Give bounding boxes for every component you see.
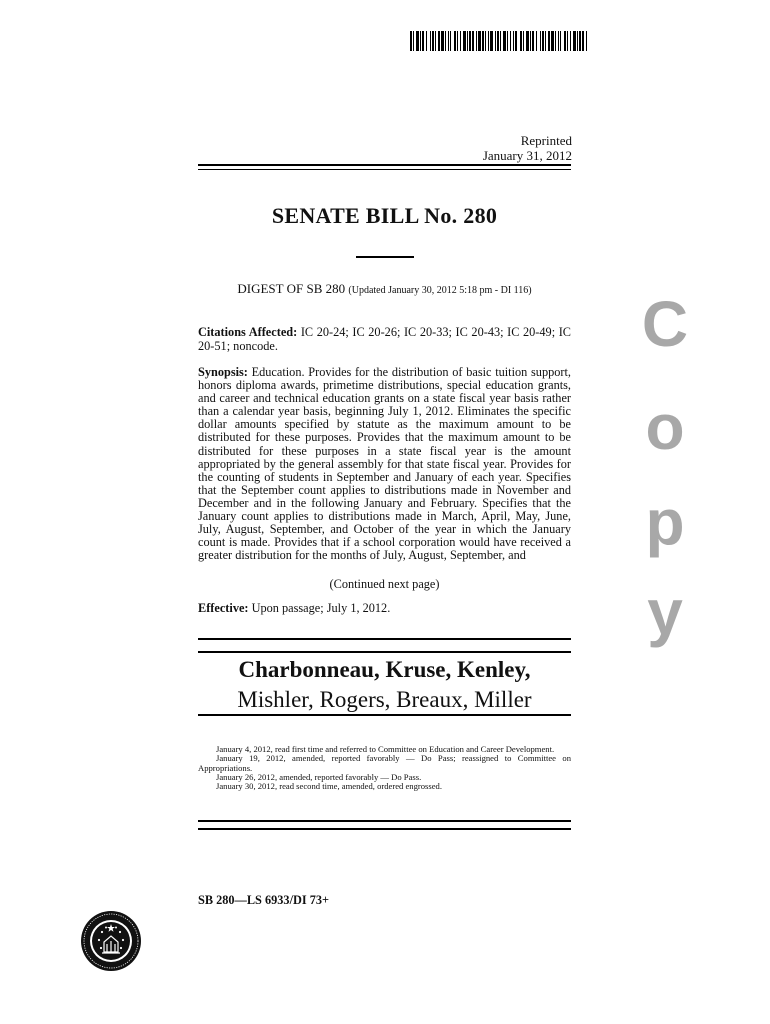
barcode-bar (426, 31, 427, 51)
barcode-bar (507, 31, 508, 51)
barcode-bar (438, 31, 440, 51)
barcode-bar (532, 31, 534, 51)
barcode-bar (432, 31, 434, 51)
barcode-bar (503, 31, 506, 51)
authors-secondary: Mishler, Rogers, Breaux, Miller (237, 687, 532, 712)
barcode-bar (515, 31, 517, 51)
barcode-bar (523, 31, 524, 51)
title-underline (356, 256, 414, 258)
citations-affected (198, 326, 571, 353)
copy-watermark-letter: o (645, 391, 685, 463)
barcode-bar (497, 31, 499, 51)
barcode-bar (454, 31, 456, 51)
barcode-bar (476, 31, 477, 51)
barcode-bar (560, 31, 561, 51)
history-entry: January 30, 2012, read second time, amended, ordered engrossed. (216, 781, 442, 792)
synopsis-label: Synopsis: (198, 365, 248, 379)
divider (198, 638, 571, 640)
continued-note: (Continued next page) (329, 577, 440, 591)
barcode-bar (430, 31, 431, 51)
divider (198, 164, 571, 166)
bill-title: SENATE BILL No. 280 (271, 203, 498, 228)
bill-identifier: SB 280—LS 6933/DI 73+ (198, 893, 330, 907)
legislative-history (198, 745, 571, 791)
authors-primary: Charbonneau, Kruse, Kenley, (238, 657, 531, 682)
barcode-bar (500, 31, 501, 51)
barcode-bar (579, 31, 581, 51)
divider (198, 820, 571, 822)
barcode-bar (457, 31, 458, 51)
barcode-bar (545, 31, 546, 51)
barcode-bar (485, 31, 486, 51)
barcode-bar (422, 31, 424, 51)
barcode-bar (467, 31, 468, 51)
reprinted-label: Reprinted (520, 133, 572, 148)
divider (198, 651, 571, 653)
barcode-bar (488, 31, 489, 51)
reprint-notice (483, 133, 572, 163)
state-seal-icon (80, 910, 142, 972)
copy-watermark-letter: C (641, 288, 689, 360)
copy-watermark-letter: y (647, 576, 683, 648)
divider (198, 828, 571, 830)
effective-text: Upon passage; July 1, 2012. (251, 601, 391, 615)
barcode-bar (573, 31, 576, 51)
barcode-bar (490, 31, 493, 51)
barcode-bar (435, 31, 436, 51)
history-entry: January 4, 2012, read first time and referred to Committee on Education and Career Development. (216, 744, 555, 754)
barcode-bar (582, 31, 584, 51)
history-entry: January 19, 2012, amended, reported favorably — Do Pass; reassigned to Committee on Appropriations. (198, 753, 571, 773)
digest-label: DIGEST OF SB 280 (237, 281, 346, 296)
barcode-bar (472, 31, 474, 51)
barcode-bar (536, 31, 537, 51)
barcode-bar (413, 31, 414, 51)
reprinted-date: January 31, 2012 (482, 148, 572, 163)
barcode-bar (564, 31, 566, 51)
barcode-bar (482, 31, 484, 51)
barcode-bar (469, 31, 471, 51)
digest-updated: (Updated January 30, 2012 5:18 pm - DI 116) (348, 285, 532, 296)
synopsis-text: Education. Provides for the distribution of basic tuition support, honors diploma awards, primetime distributions, special education grants, and career and technical education grants on a state fiscal year basis rather than a calendar year basis, beginning July 1, 2012. Eliminates the specific dollar amounts specified by statute as the maximum amount to be distributed for these purposes. Provides that the maximum amount to be distributed for these purposes in a state fiscal year is the amount appropriated by the general assembly for that state fiscal year. Provides for the counting of students in September and January of each year. Specifies that the September count applies to distributions made in November and December and in the following January and February. Specifies that the January count applies to distributions made in March, April, May, June, July, August, September, and October of the year in which the January count is made. Provides that if a school corporation would have received a greater distribution for the months of July, August, September, and (198, 365, 571, 563)
effective-label: Effective: (198, 601, 249, 615)
barcode-bar (520, 31, 522, 51)
divider (198, 714, 571, 716)
barcode-bar (586, 31, 587, 51)
synopsis (198, 366, 571, 562)
barcode-bar (448, 31, 449, 51)
barcode-bar (441, 31, 444, 51)
barcode-bar (558, 31, 559, 51)
barcode-bar (540, 31, 541, 51)
barcode-bar (445, 31, 446, 51)
barcode-bar (567, 31, 568, 51)
barcode-bar (510, 31, 511, 51)
barcode-bar (551, 31, 554, 51)
citations-label: Citations Affected: (198, 325, 298, 339)
history-entry: January 26, 2012, amended, reported favorably — Do Pass. (216, 771, 422, 782)
barcode-bar (478, 31, 481, 51)
barcode-bar (513, 31, 514, 51)
barcode-bar (548, 31, 550, 51)
citations-text: IC 20-24; IC 20-26; IC 20-33; IC 20-43; IC 20-49; IC 20-51; noncode. (198, 325, 571, 353)
barcode-bar (460, 31, 461, 51)
digest-heading (198, 281, 571, 297)
divider (198, 169, 571, 170)
barcode-bar (420, 31, 421, 51)
barcode-bar (570, 31, 571, 51)
barcode-bar (526, 31, 529, 51)
copy-watermark-letter: p (645, 486, 685, 558)
barcode-bar (577, 31, 578, 51)
barcode-icon (410, 31, 588, 51)
barcode-bar (495, 31, 496, 51)
barcode-bar (410, 31, 412, 51)
effective-date (198, 601, 571, 616)
barcode-bar (416, 31, 419, 51)
barcode-bar (555, 31, 556, 51)
barcode-bar (450, 31, 451, 51)
barcode-bar (530, 31, 531, 51)
barcode-bar (463, 31, 466, 51)
barcode-bar (542, 31, 544, 51)
